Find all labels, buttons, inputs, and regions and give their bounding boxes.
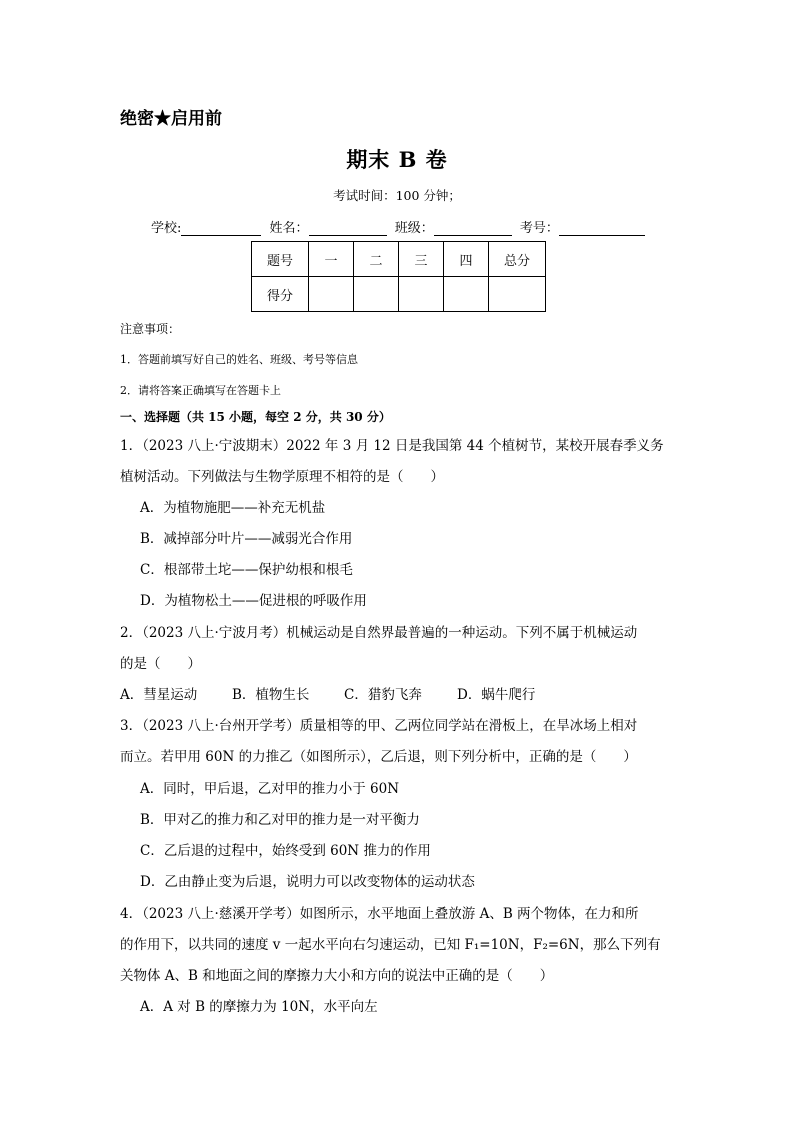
question-4-option-a: A．A 对 B 的摩擦力为 10N，水平向左 — [140, 999, 378, 1015]
class-field[interactable] — [434, 221, 512, 236]
question-1-line-2: 植树活动。下列做法与生物学原理不相符的是（ ） — [120, 469, 444, 485]
question-2-option-a: A．彗星运动 — [120, 687, 198, 703]
question-3-line-2: 而立。若甲用 60N 的力推乙（如图所示），乙后退，则下列分析中，正确的是（ ） — [120, 749, 637, 765]
confidential-label: 绝密★启用前 — [120, 109, 222, 129]
student-info-fields — [151, 217, 649, 236]
note-item: 2．请将答案正确填写在答题卡上 — [120, 384, 281, 397]
question-2-option-c: C．猎豹飞奔 — [344, 687, 422, 703]
question-2-option-d: D．蜗牛爬行 — [457, 687, 536, 703]
question-4-line-1: 4．（2023 八上·慈溪开学考）如图所示，水平地面上叠放游 A、B 两个物体，在力和所 — [120, 906, 639, 922]
question-2-line-2: 的是（ ） — [120, 656, 201, 672]
score-cell[interactable] — [354, 277, 399, 312]
question-4-line-2: 的作用下，以共同的速度 v 一起水平向右匀速运动，已知 F₁=10N，F₂=6N，那么下列有 — [120, 937, 661, 953]
score-row-label: 得分 — [252, 277, 309, 312]
name-label: 姓名： — [269, 221, 309, 236]
class-label: 班级： — [394, 221, 434, 236]
question-3-option-c: C．乙后退的过程中，始终受到 60N 推力的作用 — [140, 843, 431, 859]
score-table-header: 四 — [444, 242, 489, 277]
score-table — [251, 241, 546, 312]
question-2-line-1: 2．（2023 八上·宁波月考）机械运动是自然界最普遍的一种运动。下列不属于机械运动 — [120, 625, 638, 641]
score-table-header-row — [252, 242, 546, 277]
score-cell[interactable] — [444, 277, 489, 312]
score-table-header: 题号 — [252, 242, 309, 277]
section-heading: 一、选择题（共 15 小题，每空 2 分，共 30 分） — [120, 410, 391, 424]
school-field[interactable] — [181, 221, 261, 236]
question-3-option-b: B．甲对乙的推力和乙对甲的推力是一对平衡力 — [140, 812, 420, 828]
question-1-option-a: A．为植物施肥——补充无机盐 — [140, 500, 326, 516]
score-table-header: 总分 — [489, 242, 546, 277]
score-table-header: 二 — [354, 242, 399, 277]
score-table-header: 一 — [309, 242, 354, 277]
question-3-line-1: 3．（2023 八上·台州开学考）质量相等的甲、乙两位同学站在滑板上，在旱冰场上相对 — [120, 718, 638, 734]
number-label: 考号： — [519, 221, 559, 236]
question-2-option-b: B．植物生长 — [232, 687, 310, 703]
question-4-line-3: 关物体 A、B 和地面之间的摩擦力大小和方向的说法中正确的是（ ） — [120, 968, 554, 984]
question-3-option-d: D．乙由静止变为后退，说明力可以改变物体的运动状态 — [140, 874, 475, 890]
school-label: 学校: — [151, 221, 182, 236]
exam-time: 考试时间：100 分钟； — [333, 188, 461, 203]
question-1-line-1: 1．（2023 八上·宁波期末）2022 年 3 月 12 日是我国第 44 个植树节，某校开展春季义务 — [120, 438, 664, 454]
score-table-header: 三 — [399, 242, 444, 277]
score-cell[interactable] — [309, 277, 354, 312]
score-table-row — [252, 277, 546, 312]
note-item: 1．答题前填写好自己的姓名、班级、考号等信息 — [120, 353, 358, 366]
page-title: 期末 B 卷 — [346, 147, 448, 172]
question-3-option-a: A．同时，甲后退，乙对甲的推力小于 60N — [140, 781, 400, 797]
question-1-option-c: C．根部带土坨——保护幼根和根毛 — [140, 562, 353, 578]
score-cell[interactable] — [489, 277, 546, 312]
number-field[interactable] — [559, 221, 645, 236]
question-1-option-b: B．减掉部分叶片——减弱光合作用 — [140, 531, 353, 547]
notes-title: 注意事项： — [120, 322, 181, 336]
name-field[interactable] — [309, 221, 387, 236]
question-1-option-d: D．为植物松土——促进根的呼吸作用 — [140, 593, 367, 609]
score-cell[interactable] — [399, 277, 444, 312]
